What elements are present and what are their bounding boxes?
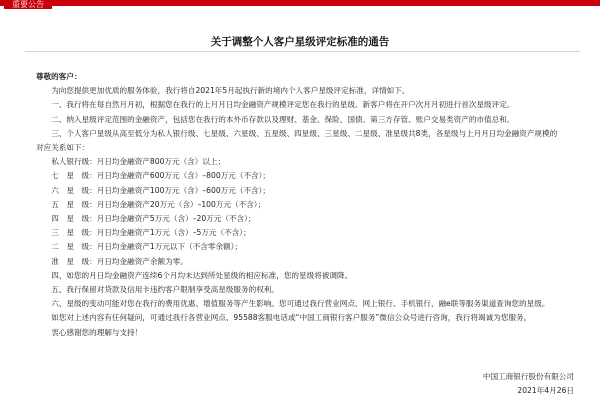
clause-6: 六、星级的变动可能对您在我行的费用优惠、增值服务等产生影响。您可通过我行营业网点、网上银行、手机银行、融e联等服务渠道查询您的星级。	[51, 299, 550, 309]
level-two-star: 二 星 级：月日均金融资产1万元以下（不含零余额）；	[51, 242, 243, 252]
notice-body	[36, 70, 562, 340]
level-six-star: 六 星 级：月日均金融资产100万元（含）–600万元（不含）；	[51, 185, 271, 195]
clause-3: 三、个人客户星级从高至低分为私人银行级、七星级、六星级、五星级、四星级、三星级、二星级、准星级共8类，各星级与上月月日均金融资产规模的对应关系如下：	[36, 128, 558, 153]
top-accent-bar	[0, 0, 600, 6]
clause-1: 一、我行将在每自然月月初，根据您在我行的上月月日均金融资产规模评定您在我行的星级。新客户将在开户次月月初进行首次星级评定。	[51, 100, 515, 110]
page-title: 关于调整个人客户星级评定标准的通告	[210, 36, 390, 48]
signature-block	[483, 370, 574, 398]
level-quasi-star: 准 星 级：月日均金融资产余额为零。	[51, 256, 188, 266]
level-four-star: 四 星 级：月日均金融资产5万元（含）–20万元（不含）；	[51, 214, 256, 224]
notice-tab[interactable]: 重要公告	[4, 0, 52, 9]
closing-thanks: 衷心感谢您的理解与支持！	[51, 327, 143, 337]
clause-2: 二、纳入星级评定范围的金融资产，包括您在我行的本外币存款以及理财、基金、保险、国债、第三方存管、账户交易类资产的市值总和。	[51, 114, 515, 124]
signer-name: 中国工商银行股份有限公司	[482, 372, 574, 381]
closing-inquiry: 如您对上述内容有任何疑问，可通过我行各营业网点、95588客服电话或“中国工商银行客户服务”微信公众号进行咨询，我行将竭诚为您服务。	[51, 313, 532, 323]
level-seven-star: 七 星 级：月日均金融资产600万元（含）–800万元（不含）；	[51, 171, 271, 181]
clause-4: 四、如您的月日均金融资产连续6个月均未达到所处星级的相应标准，您的星级将被调降。	[51, 270, 353, 280]
level-three-star: 三 星 级：月日均金融资产1万元（含）–5万元（不含）；	[51, 228, 251, 238]
level-private-banking: 私人银行级：月日均金融资产800万元（含）以上；	[51, 157, 226, 167]
greeting: 尊敬的客户：	[36, 72, 82, 81]
clause-5: 五、我行保留对贷款及信用卡违约客户限制享受高星级服务的权利。	[51, 285, 279, 295]
notice-date: 2021年4月26日	[517, 386, 574, 396]
level-five-star: 五 星 级：月日均金融资产20万元（含）–100万元（不含）；	[51, 199, 266, 209]
title-divider	[25, 51, 580, 52]
intro-paragraph: 为向您提供更加优质的服务体验，我行将自2021年5月起执行新的境内个人客户星级评定标准，详情如下。	[51, 86, 410, 96]
